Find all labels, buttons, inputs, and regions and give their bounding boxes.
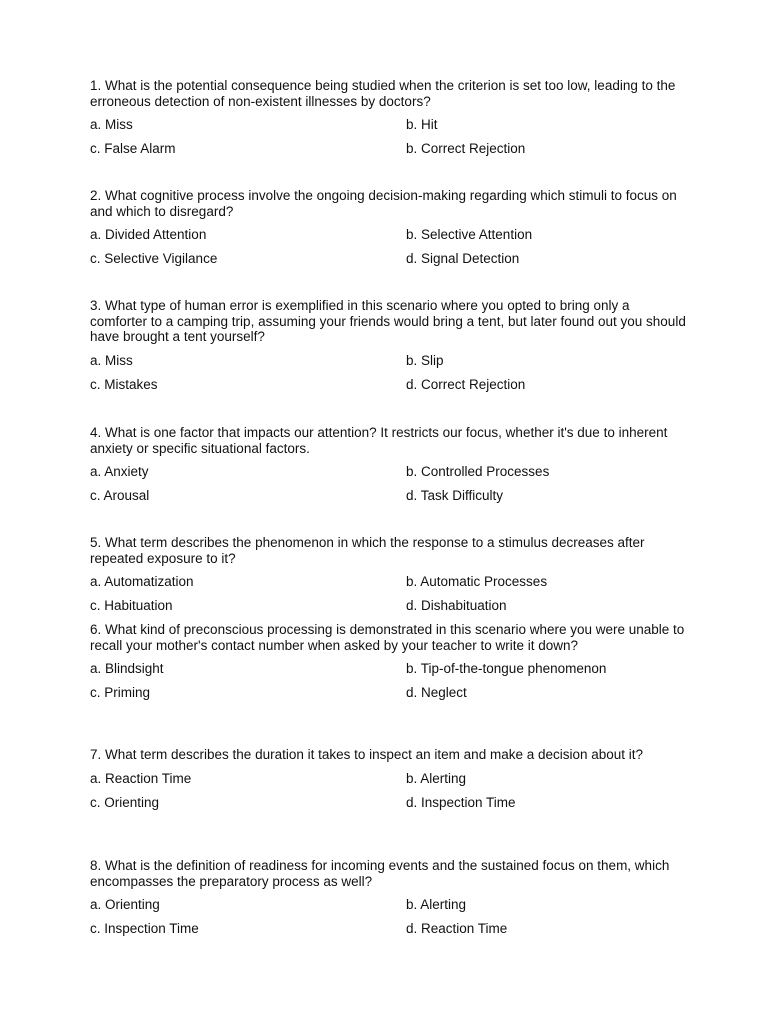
question-6 <box>90 622 690 701</box>
option-b: b. Hit <box>406 117 438 132</box>
option-b: b. Alerting <box>406 897 467 912</box>
question-2 <box>90 188 690 267</box>
options-grid <box>90 574 690 614</box>
option-c: c. Mistakes <box>90 376 158 392</box>
question-1 <box>90 78 690 157</box>
option-a: a. Blindsight <box>90 661 164 676</box>
option-c: c. Inspection Time <box>90 921 199 936</box>
option-d: d. Task Difficulty <box>406 488 504 503</box>
option-b: b. Tip-of-the-tongue phenomenon <box>406 661 607 676</box>
option-a: a. Divided Attention <box>90 227 207 242</box>
option-a: a. Automatization <box>90 574 194 589</box>
option-c: c. Habituation <box>90 598 173 613</box>
question-text: 6. What kind of preconscious processing is demonstrated in this scenario where you were unable to recall your mother's contact number when asked by your teacher to write it down? <box>90 622 685 653</box>
options-grid <box>90 353 690 393</box>
question-5 <box>90 535 690 614</box>
option-c: c. Selective Vigilance <box>90 251 218 266</box>
option-d: d. Correct Rejection <box>406 376 526 392</box>
option-c: c. Orienting <box>90 794 160 810</box>
option-d: d. Neglect <box>406 685 467 700</box>
option-c: c. Priming <box>90 685 151 700</box>
option-b: b. Selective Attention <box>406 227 533 242</box>
options-grid <box>90 117 690 157</box>
option-b: b. Slip <box>406 352 444 368</box>
options-grid <box>90 897 690 937</box>
question-text: 3. What type of human error is exemplified in this scenario where you opted to bring only a comforter to a camping trip, assuming your friends would bring a tent, but later found out you should have brought a tent yourself? <box>90 298 686 344</box>
question-8 <box>90 858 690 937</box>
option-b: b. Alerting <box>406 770 467 786</box>
option-d: d. Signal Detection <box>406 251 520 266</box>
option-a: a. Miss <box>90 117 133 132</box>
question-text: 4. What is one factor that impacts our attention? It restricts our focus, whether it's due to inherent anxiety or specific situational factors. <box>90 425 668 456</box>
option-a: a. Anxiety <box>90 464 149 479</box>
option-d: d. Reaction Time <box>406 921 508 936</box>
options-grid <box>90 771 690 811</box>
question-text: 5. What term describes the phenomenon in which the response to a stimulus decreases after repeated exposure to it? <box>90 535 645 566</box>
option-d: b. Correct Rejection <box>406 141 526 156</box>
question-text: 1. What is the potential consequence being studied when the criterion is set too low, leading to the erroneous detection of non-existent illnesses by doctors? <box>90 78 676 109</box>
option-d: d. Inspection Time <box>406 794 516 810</box>
option-d: d. Dishabituation <box>406 598 507 613</box>
option-a: a. Reaction Time <box>90 770 192 786</box>
option-b: b. Automatic Processes <box>406 574 548 589</box>
options-grid <box>90 661 690 701</box>
option-b: b. Controlled Processes <box>406 464 550 479</box>
question-7 <box>90 747 690 810</box>
option-a: a. Miss <box>90 352 133 368</box>
option-c: c. Arousal <box>90 488 150 503</box>
options-grid <box>90 464 690 504</box>
option-c: c. False Alarm <box>90 141 176 156</box>
question-text: 8. What is the definition of readiness for incoming events and the sustained focus on them, which encompasses the preparatory process as well? <box>90 858 670 889</box>
question-3 <box>90 298 690 392</box>
option-a: a. Orienting <box>90 897 160 912</box>
question-text: 7. What term describes the duration it takes to inspect an item and make a decision about it? <box>90 747 644 762</box>
question-4 <box>90 425 690 504</box>
question-text: 2. What cognitive process involve the ongoing decision-making regarding which stimuli to focus on and which to disregard? <box>90 188 677 219</box>
options-grid <box>90 227 690 267</box>
